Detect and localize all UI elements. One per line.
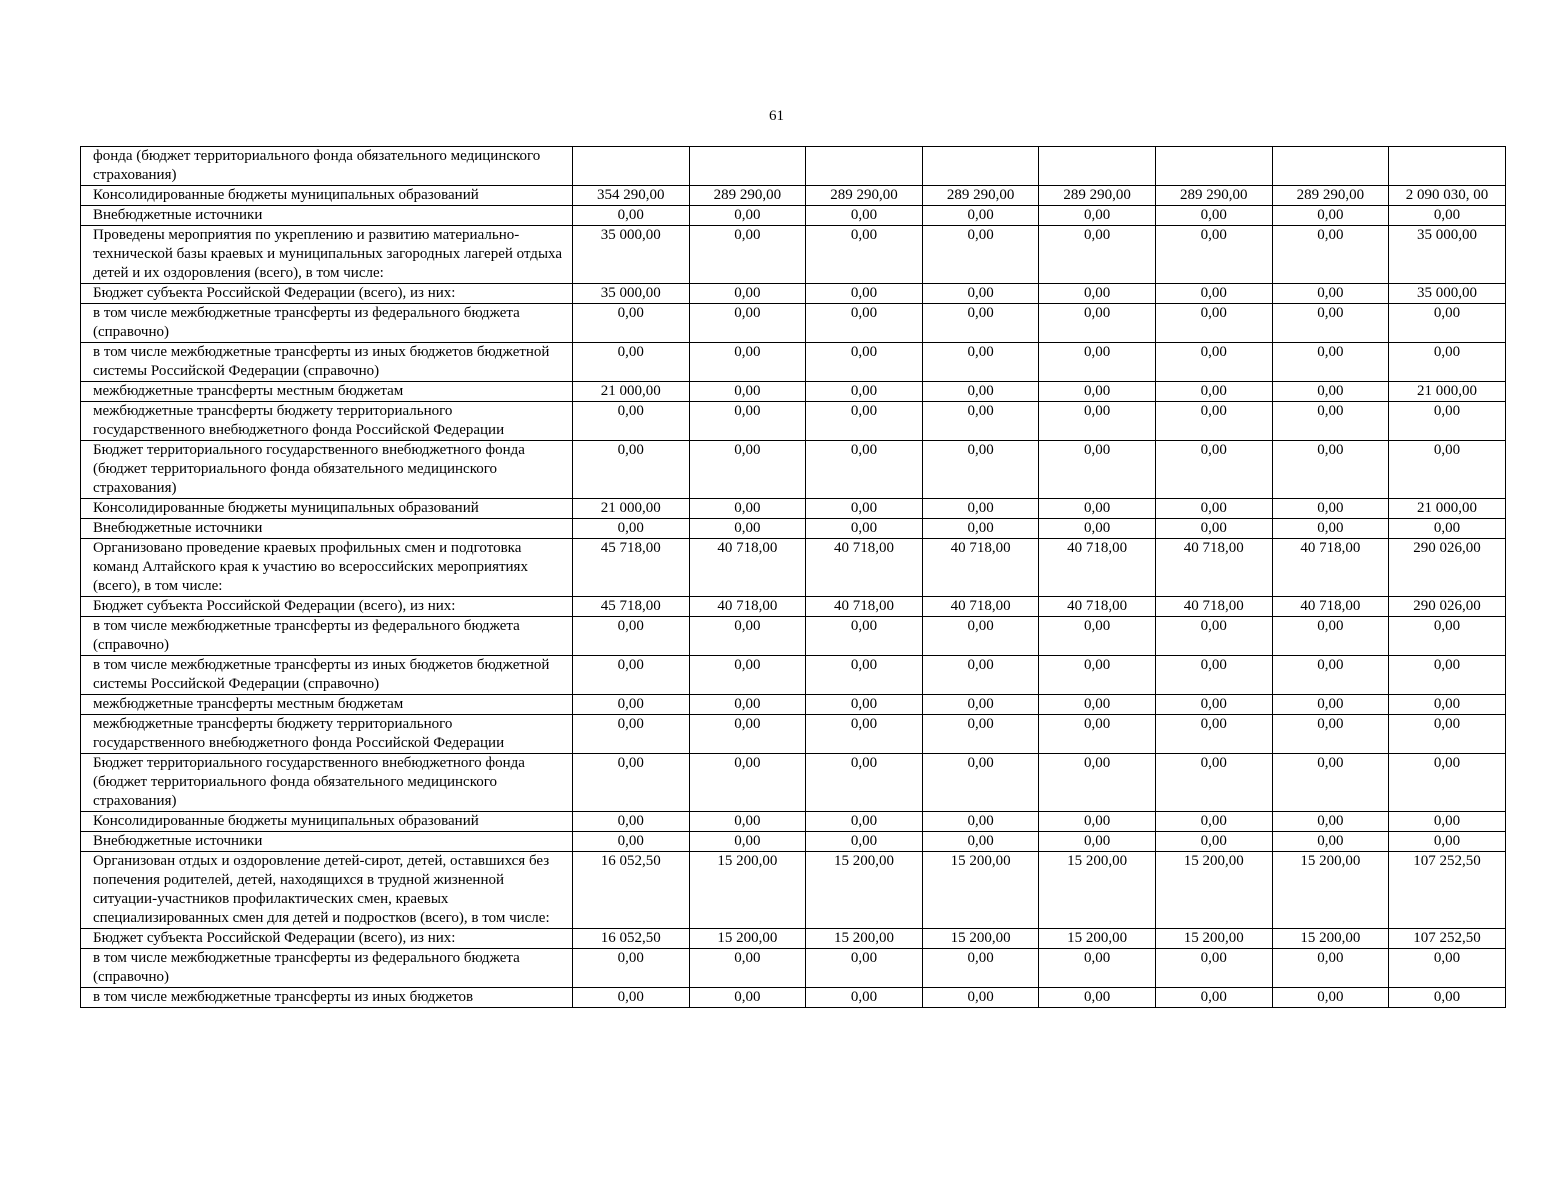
value-cell: 0,00	[806, 206, 923, 226]
value-cell: 0,00	[1155, 656, 1272, 695]
value-cell: 0,00	[1155, 715, 1272, 754]
value-cell: 0,00	[806, 304, 923, 343]
value-cell: 40 718,00	[806, 597, 923, 617]
value-cell: 0,00	[573, 402, 690, 441]
value-cell: 0,00	[689, 617, 806, 656]
value-cell	[1389, 147, 1506, 186]
value-cell: 0,00	[1389, 949, 1506, 988]
value-cell: 0,00	[806, 617, 923, 656]
value-cell: 0,00	[1272, 402, 1389, 441]
value-cell: 0,00	[1039, 441, 1156, 499]
value-cell: 40 718,00	[1272, 539, 1389, 597]
row-label: Организован отдых и оздоровление детей-сирот, детей, оставшихся без попечения родителей, детей, находящихся в трудной жизненной ситуации-участников профилактических смен, краевых специализированных смен для детей и подростков (всего), в том числе:	[81, 852, 573, 929]
value-cell: 0,00	[1389, 988, 1506, 1008]
value-cell: 0,00	[1039, 519, 1156, 539]
table-row	[81, 304, 1506, 343]
value-cell: 0,00	[1272, 284, 1389, 304]
value-cell: 0,00	[1039, 402, 1156, 441]
value-cell: 0,00	[573, 519, 690, 539]
value-cell: 0,00	[806, 754, 923, 812]
value-cell: 289 290,00	[806, 186, 923, 206]
value-cell	[1155, 147, 1272, 186]
value-cell: 0,00	[689, 499, 806, 519]
value-cell: 0,00	[922, 343, 1039, 382]
row-label: Бюджет субъекта Российской Федерации (всего), из них:	[81, 284, 573, 304]
value-cell: 0,00	[1155, 832, 1272, 852]
table-row	[81, 832, 1506, 852]
value-cell: 0,00	[689, 949, 806, 988]
value-cell: 0,00	[1272, 832, 1389, 852]
value-cell: 0,00	[1155, 949, 1272, 988]
row-label: в том числе межбюджетные трансферты из иных бюджетов бюджетной системы Российской Федерации (справочно)	[81, 656, 573, 695]
value-cell: 0,00	[922, 656, 1039, 695]
value-cell: 0,00	[806, 949, 923, 988]
value-cell: 0,00	[806, 519, 923, 539]
value-cell: 15 200,00	[1272, 852, 1389, 929]
value-cell: 0,00	[1155, 343, 1272, 382]
value-cell: 0,00	[806, 715, 923, 754]
value-cell: 0,00	[1155, 754, 1272, 812]
value-cell: 0,00	[922, 284, 1039, 304]
value-cell	[1272, 147, 1389, 186]
table-row	[81, 382, 1506, 402]
value-cell: 0,00	[1155, 988, 1272, 1008]
value-cell: 0,00	[806, 441, 923, 499]
value-cell: 290 026,00	[1389, 597, 1506, 617]
value-cell: 15 200,00	[1155, 929, 1272, 949]
value-cell: 0,00	[806, 988, 923, 1008]
value-cell: 0,00	[1155, 441, 1272, 499]
value-cell: 0,00	[806, 284, 923, 304]
value-cell: 0,00	[573, 656, 690, 695]
value-cell: 0,00	[1039, 656, 1156, 695]
value-cell: 40 718,00	[1155, 597, 1272, 617]
row-label: Бюджет территориального государственного внебюджетного фонда (бюджет территориального фонда обязательного медицинского страхования)	[81, 441, 573, 499]
value-cell: 15 200,00	[806, 929, 923, 949]
value-cell: 107 252,50	[1389, 852, 1506, 929]
value-cell: 0,00	[1272, 441, 1389, 499]
value-cell: 290 026,00	[1389, 539, 1506, 597]
table-row	[81, 186, 1506, 206]
table-row	[81, 284, 1506, 304]
row-label: Бюджет территориального государственного внебюджетного фонда (бюджет территориального фонда обязательного медицинского страхования)	[81, 754, 573, 812]
row-label: в том числе межбюджетные трансферты из федерального бюджета (справочно)	[81, 617, 573, 656]
table-row	[81, 499, 1506, 519]
value-cell	[573, 147, 690, 186]
value-cell: 0,00	[806, 382, 923, 402]
value-cell: 0,00	[573, 715, 690, 754]
table-row	[81, 852, 1506, 929]
table-row	[81, 539, 1506, 597]
value-cell: 0,00	[1389, 754, 1506, 812]
row-label: Консолидированные бюджеты муниципальных образований	[81, 499, 573, 519]
row-label: межбюджетные трансферты местным бюджетам	[81, 382, 573, 402]
value-cell: 15 200,00	[922, 929, 1039, 949]
table-row	[81, 988, 1506, 1008]
row-label: фонда (бюджет территориального фонда обязательного медицинского страхования)	[81, 147, 573, 186]
value-cell: 0,00	[1389, 343, 1506, 382]
value-cell: 0,00	[1039, 206, 1156, 226]
value-cell: 0,00	[573, 206, 690, 226]
value-cell: 0,00	[689, 715, 806, 754]
value-cell: 0,00	[922, 226, 1039, 284]
row-label: Бюджет субъекта Российской Федерации (всего), из них:	[81, 597, 573, 617]
value-cell: 0,00	[1155, 617, 1272, 656]
value-cell: 0,00	[573, 343, 690, 382]
value-cell: 40 718,00	[806, 539, 923, 597]
value-cell: 0,00	[1039, 304, 1156, 343]
value-cell: 0,00	[922, 617, 1039, 656]
value-cell: 0,00	[689, 441, 806, 499]
value-cell: 0,00	[922, 988, 1039, 1008]
value-cell: 0,00	[922, 754, 1039, 812]
row-label: Бюджет субъекта Российской Федерации (всего), из них:	[81, 929, 573, 949]
value-cell: 0,00	[1389, 441, 1506, 499]
value-cell: 15 200,00	[1039, 852, 1156, 929]
value-cell: 15 200,00	[689, 852, 806, 929]
value-cell: 0,00	[922, 382, 1039, 402]
value-cell: 289 290,00	[689, 186, 806, 206]
value-cell: 0,00	[1272, 695, 1389, 715]
value-cell: 0,00	[1272, 206, 1389, 226]
value-cell: 0,00	[1039, 832, 1156, 852]
table-row	[81, 147, 1506, 186]
value-cell: 0,00	[1272, 499, 1389, 519]
table-row	[81, 441, 1506, 499]
value-cell: 35 000,00	[1389, 226, 1506, 284]
table-row	[81, 715, 1506, 754]
row-label: межбюджетные трансферты бюджету территориального государственного внебюджетного фонда Российской Федерации	[81, 715, 573, 754]
value-cell: 0,00	[1272, 519, 1389, 539]
value-cell: 45 718,00	[573, 597, 690, 617]
value-cell	[1039, 147, 1156, 186]
value-cell: 0,00	[1039, 343, 1156, 382]
row-label: Консолидированные бюджеты муниципальных образований	[81, 186, 573, 206]
value-cell: 0,00	[922, 832, 1039, 852]
value-cell: 0,00	[1389, 206, 1506, 226]
value-cell: 0,00	[573, 812, 690, 832]
value-cell: 0,00	[1272, 304, 1389, 343]
value-cell: 0,00	[1272, 949, 1389, 988]
value-cell: 0,00	[1389, 812, 1506, 832]
value-cell: 16 052,50	[573, 852, 690, 929]
value-cell: 21 000,00	[573, 499, 690, 519]
value-cell: 0,00	[806, 656, 923, 695]
value-cell: 0,00	[1389, 656, 1506, 695]
value-cell: 15 200,00	[1272, 929, 1389, 949]
value-cell: 35 000,00	[573, 226, 690, 284]
value-cell: 21 000,00	[1389, 382, 1506, 402]
value-cell: 0,00	[689, 304, 806, 343]
value-cell: 0,00	[1039, 949, 1156, 988]
value-cell: 0,00	[1155, 206, 1272, 226]
table-row	[81, 949, 1506, 988]
value-cell: 0,00	[689, 284, 806, 304]
row-label: в том числе межбюджетные трансферты из иных бюджетов	[81, 988, 573, 1008]
value-cell: 0,00	[922, 519, 1039, 539]
value-cell: 0,00	[1389, 695, 1506, 715]
value-cell: 0,00	[1155, 284, 1272, 304]
value-cell: 0,00	[689, 206, 806, 226]
value-cell: 0,00	[806, 499, 923, 519]
value-cell: 0,00	[1389, 832, 1506, 852]
value-cell: 0,00	[1155, 304, 1272, 343]
value-cell: 0,00	[1272, 715, 1389, 754]
row-label: Консолидированные бюджеты муниципальных образований	[81, 812, 573, 832]
value-cell: 0,00	[1155, 402, 1272, 441]
row-label: межбюджетные трансферты местным бюджетам	[81, 695, 573, 715]
value-cell: 0,00	[1389, 519, 1506, 539]
value-cell	[806, 147, 923, 186]
value-cell: 0,00	[689, 226, 806, 284]
value-cell: 35 000,00	[573, 284, 690, 304]
value-cell: 0,00	[689, 382, 806, 402]
value-cell: 40 718,00	[1272, 597, 1389, 617]
value-cell: 0,00	[689, 988, 806, 1008]
table-row	[81, 402, 1506, 441]
value-cell: 0,00	[573, 441, 690, 499]
value-cell: 40 718,00	[689, 539, 806, 597]
value-cell: 0,00	[689, 656, 806, 695]
table-row	[81, 754, 1506, 812]
value-cell: 0,00	[689, 812, 806, 832]
value-cell: 0,00	[1272, 382, 1389, 402]
value-cell: 0,00	[1039, 499, 1156, 519]
value-cell: 0,00	[1039, 695, 1156, 715]
value-cell: 15 200,00	[1155, 852, 1272, 929]
value-cell: 0,00	[573, 988, 690, 1008]
budget-table-body	[81, 147, 1506, 1008]
table-row	[81, 656, 1506, 695]
table-row	[81, 343, 1506, 382]
value-cell: 0,00	[689, 343, 806, 382]
value-cell: 0,00	[1155, 226, 1272, 284]
row-label: Внебюджетные источники	[81, 206, 573, 226]
table-row	[81, 206, 1506, 226]
row-label: в том числе межбюджетные трансферты из федерального бюджета (справочно)	[81, 304, 573, 343]
row-label: Проведены мероприятия по укреплению и развитию материально-технической базы краевых и муниципальных загородных лагерей отдыха детей и их оздоровления (всего), в том числе:	[81, 226, 573, 284]
value-cell: 0,00	[1155, 695, 1272, 715]
value-cell: 0,00	[922, 304, 1039, 343]
value-cell: 0,00	[806, 695, 923, 715]
value-cell: 0,00	[806, 402, 923, 441]
row-label: в том числе межбюджетные трансферты из федерального бюджета (справочно)	[81, 949, 573, 988]
value-cell: 0,00	[1039, 754, 1156, 812]
table-row	[81, 519, 1506, 539]
value-cell: 0,00	[689, 832, 806, 852]
value-cell: 289 290,00	[1155, 186, 1272, 206]
value-cell: 107 252,50	[1389, 929, 1506, 949]
value-cell: 40 718,00	[1039, 539, 1156, 597]
row-label: Внебюджетные источники	[81, 832, 573, 852]
value-cell: 0,00	[1389, 402, 1506, 441]
value-cell: 0,00	[1272, 343, 1389, 382]
value-cell: 2 090 030, 00	[1389, 186, 1506, 206]
value-cell: 21 000,00	[573, 382, 690, 402]
value-cell: 0,00	[1272, 617, 1389, 656]
table-row	[81, 695, 1506, 715]
value-cell: 45 718,00	[573, 539, 690, 597]
value-cell: 0,00	[573, 754, 690, 812]
value-cell: 289 290,00	[1272, 186, 1389, 206]
value-cell: 0,00	[1272, 988, 1389, 1008]
value-cell: 0,00	[806, 812, 923, 832]
value-cell: 0,00	[1039, 812, 1156, 832]
value-cell: 40 718,00	[922, 597, 1039, 617]
value-cell: 0,00	[1272, 656, 1389, 695]
value-cell: 15 200,00	[922, 852, 1039, 929]
value-cell: 0,00	[922, 206, 1039, 226]
page-number: 61	[769, 108, 784, 124]
value-cell: 0,00	[1155, 812, 1272, 832]
value-cell: 0,00	[922, 949, 1039, 988]
value-cell: 0,00	[1272, 754, 1389, 812]
value-cell: 0,00	[1155, 499, 1272, 519]
budget-table	[80, 146, 1506, 1008]
value-cell: 0,00	[1039, 284, 1156, 304]
value-cell	[689, 147, 806, 186]
value-cell: 0,00	[806, 832, 923, 852]
table-row	[81, 617, 1506, 656]
table-row	[81, 597, 1506, 617]
row-label: в том числе межбюджетные трансферты из иных бюджетов бюджетной системы Российской Федерации (справочно)	[81, 343, 573, 382]
value-cell: 0,00	[1039, 988, 1156, 1008]
value-cell: 0,00	[689, 402, 806, 441]
value-cell: 0,00	[1389, 304, 1506, 343]
value-cell: 0,00	[1039, 617, 1156, 656]
value-cell: 0,00	[922, 402, 1039, 441]
value-cell: 15 200,00	[806, 852, 923, 929]
value-cell: 0,00	[689, 519, 806, 539]
value-cell: 0,00	[1039, 382, 1156, 402]
value-cell: 0,00	[689, 695, 806, 715]
value-cell: 15 200,00	[689, 929, 806, 949]
value-cell: 0,00	[1155, 519, 1272, 539]
value-cell: 40 718,00	[1039, 597, 1156, 617]
value-cell: 0,00	[1272, 226, 1389, 284]
value-cell: 289 290,00	[922, 186, 1039, 206]
value-cell: 40 718,00	[1155, 539, 1272, 597]
value-cell: 21 000,00	[1389, 499, 1506, 519]
table-row	[81, 812, 1506, 832]
value-cell: 0,00	[1272, 812, 1389, 832]
table-row	[81, 226, 1506, 284]
value-cell: 354 290,00	[573, 186, 690, 206]
value-cell: 16 052,50	[573, 929, 690, 949]
value-cell: 0,00	[922, 812, 1039, 832]
value-cell: 0,00	[573, 832, 690, 852]
value-cell: 0,00	[1389, 617, 1506, 656]
value-cell: 0,00	[689, 754, 806, 812]
row-label: Внебюджетные источники	[81, 519, 573, 539]
value-cell: 40 718,00	[689, 597, 806, 617]
value-cell: 0,00	[573, 695, 690, 715]
value-cell: 0,00	[922, 715, 1039, 754]
value-cell: 0,00	[1039, 226, 1156, 284]
row-label: межбюджетные трансферты бюджету территориального государственного внебюджетного фонда Российской Федерации	[81, 402, 573, 441]
value-cell: 0,00	[1155, 382, 1272, 402]
value-cell: 0,00	[922, 441, 1039, 499]
value-cell: 0,00	[806, 226, 923, 284]
value-cell: 0,00	[806, 343, 923, 382]
value-cell: 289 290,00	[1039, 186, 1156, 206]
value-cell: 0,00	[573, 949, 690, 988]
table-row	[81, 929, 1506, 949]
value-cell: 40 718,00	[922, 539, 1039, 597]
row-label: Организовано проведение краевых профильных смен и подготовка команд Алтайского края к участию во всероссийских мероприятиях (всего), в том числе:	[81, 539, 573, 597]
value-cell: 0,00	[1039, 715, 1156, 754]
value-cell: 0,00	[922, 499, 1039, 519]
value-cell: 0,00	[573, 617, 690, 656]
value-cell: 0,00	[922, 695, 1039, 715]
value-cell: 0,00	[1389, 715, 1506, 754]
value-cell: 15 200,00	[1039, 929, 1156, 949]
value-cell: 35 000,00	[1389, 284, 1506, 304]
value-cell: 0,00	[573, 304, 690, 343]
value-cell	[922, 147, 1039, 186]
